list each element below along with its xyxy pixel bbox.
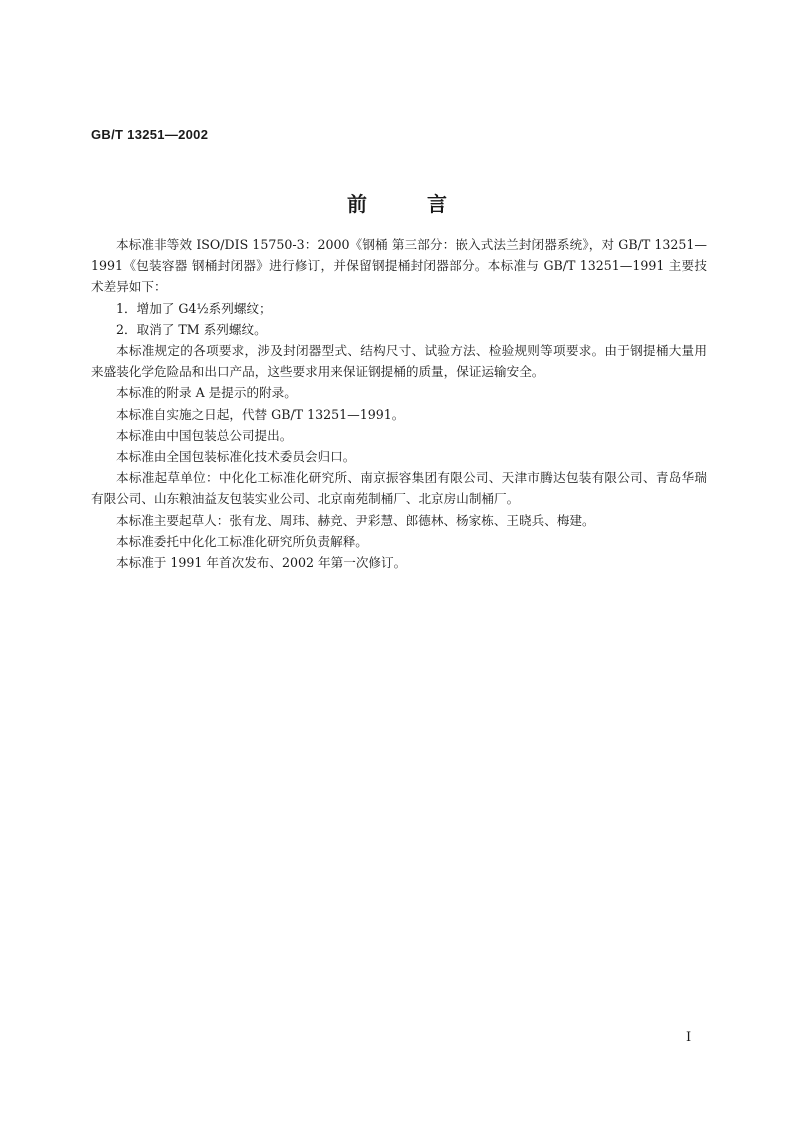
- paragraph: 2．取消了 TM 系列螺纹。: [116, 321, 267, 337]
- paragraph: 本标准非等效 ISO/DIS 15750-3：2000《钢桶 第三部分：嵌入式法兰封闭器系统》，对 GB/T 13251—1991《包装容器 钢桶封闭器》进行修订，并保留钢提桶封闭器部分。本标准与 GB/T 13251—1991 主要技术差异如下：: [91, 237, 707, 295]
- paragraph: 本标准由中国包装总公司提出。: [116, 427, 293, 443]
- page-number: I: [686, 1030, 692, 1045]
- document-body: [91, 234, 707, 573]
- paragraph: 本标准委托中化化工标准化研究所负责解释。: [116, 533, 368, 549]
- paragraph: 1．增加了 G4½系列螺纹；: [116, 300, 272, 316]
- paragraph: 本标准主要起草人：张有龙、周玮、赫竞、尹彩慧、郎德林、杨家栋、王晓兵、梅建。: [116, 512, 595, 528]
- paragraph: 本标准规定的各项要求，涉及封闭器型式、结构尺寸、试验方法、检验规则等项要求。由于钢提桶大量用来盛装化学危险品和出口产品，这些要求用来保证钢提桶的质量，保证运输安全。: [91, 343, 707, 380]
- paragraph: 本标准的附录 A 是提示的附录。: [116, 385, 297, 401]
- paragraph: 本标准由全国包装标准化技术委员会归口。: [116, 449, 356, 465]
- standard-code: GB/T 13251—2002: [91, 127, 209, 142]
- paragraph: 本标准于 1991 年首次发布、2002 年第一次修订。: [116, 555, 407, 571]
- paragraph: 本标准自实施之日起，代替 GB/T 13251—1991。: [116, 406, 405, 422]
- paragraph: 本标准起草单位：中化化工标准化研究所、南京振容集团有限公司、天津市腾达包装有限公司、青岛华瑞有限公司、山东粮油益友包装实业公司、北京南苑制桶厂、北京房山制桶厂。: [91, 470, 707, 507]
- page-title: 前言: [347, 192, 507, 216]
